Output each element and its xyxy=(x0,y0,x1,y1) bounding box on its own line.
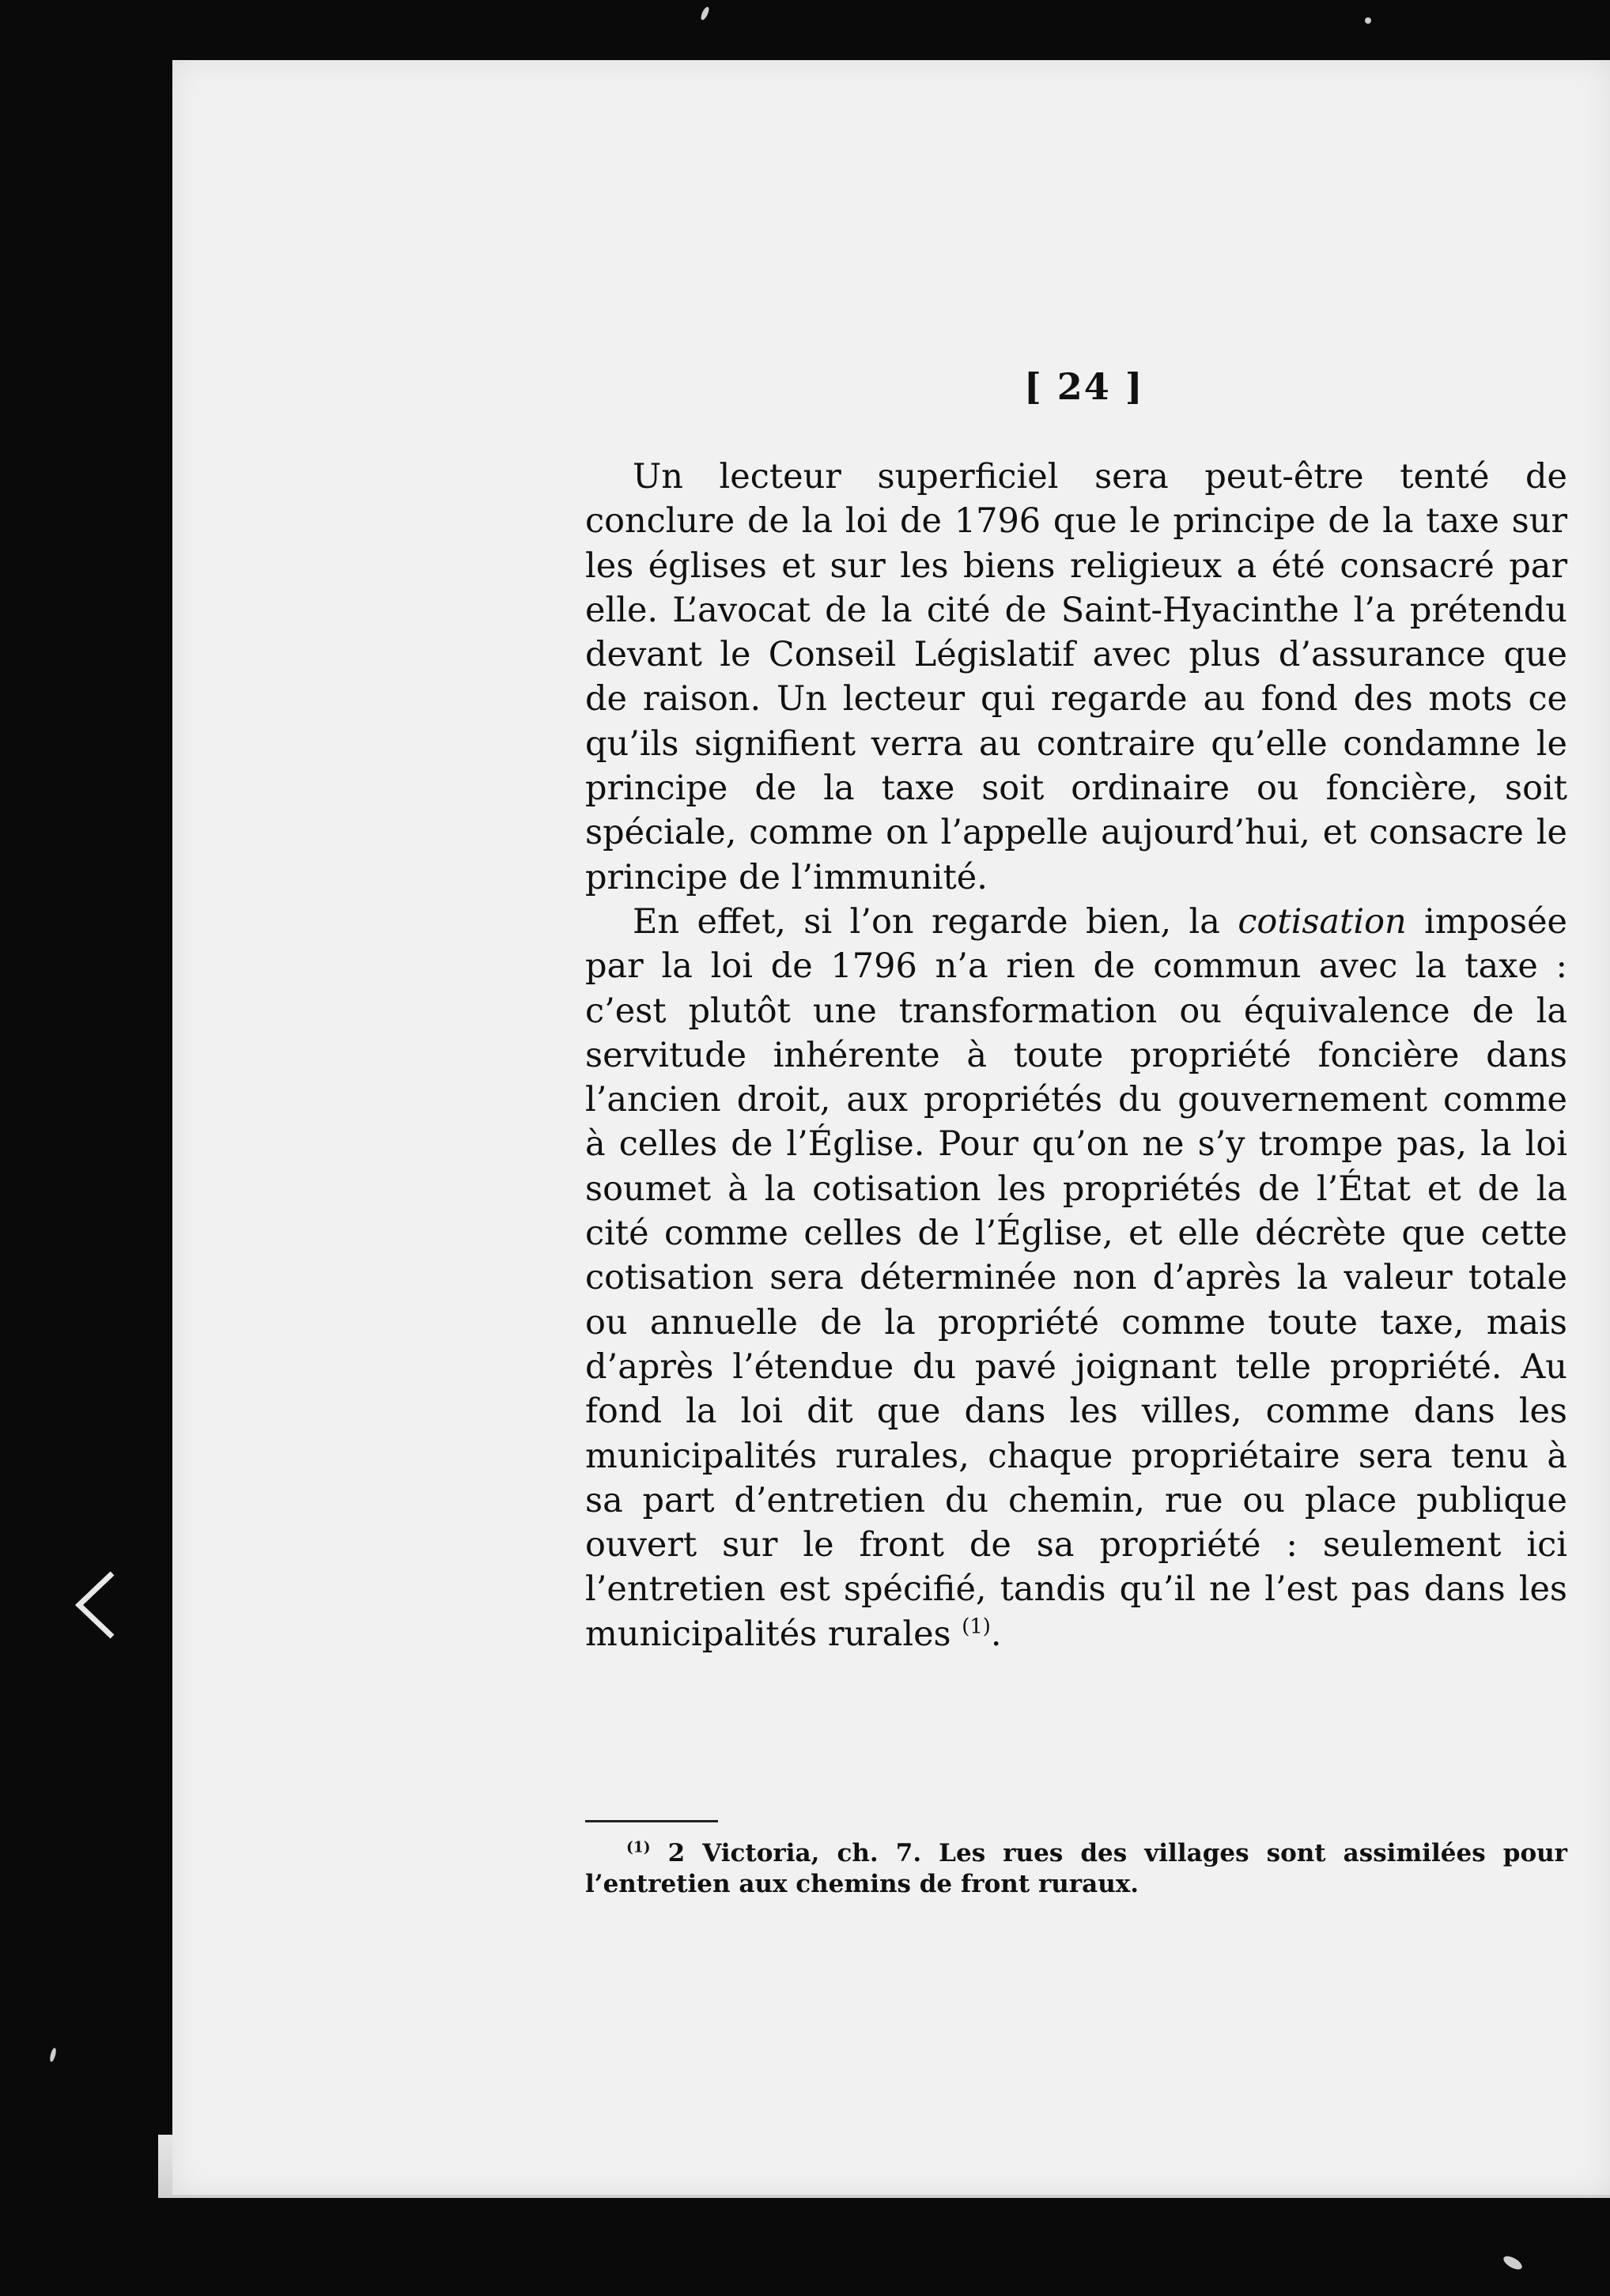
body-text xyxy=(585,455,1567,1656)
paragraph-2-start: En effet, si l’on regarde bien, la xyxy=(633,901,1238,942)
scan-speck xyxy=(1365,17,1371,24)
footnote-separator xyxy=(585,1820,718,1822)
footnote xyxy=(585,1838,1567,1900)
footnote-reference: (1) xyxy=(962,1614,991,1639)
paragraph-2-body: imposée par la loi de 1796 n’a rien de commun avec la taxe : c’est plutôt une transformation ou équivalence de la servitude inhérente à toute propriété foncière dans l’ancien droit, aux propriétés du gouvernement comme à celles de l’Église. Pour qu’on ne s’y trompe pas, la loi soumet à la cotisation les propriétés de l’État et de la cité comme celles de l’Église, et elle décrète que cette cotisation sera déterminée non d’après la valeur totale ou annuelle de la propriété comme toute taxe, mais d’après l’étendue du pavé joignant telle propriété. Au fond la loi dit que dans les villes, comme dans les municipalités rurales, chaque propriétaire sera tenu à sa part d’entretien du chemin, rue ou place publique ouvert sur le front de sa propriété : seulement ici l’entretien est spécifié, tandis qu’il ne l’est pas dans les municipalités rurales xyxy=(585,901,1567,1654)
scan-speck xyxy=(700,6,711,21)
paragraph-1: Un lecteur superficiel sera peut-être tenté de conclure de la loi de 1796 que le principe de la taxe sur les églises et sur les biens religieux a été consacré par elle. L’avocat de la cité de Saint-Hyacinthe l’a prétendu devant le Conseil Législatif avec plus d’assurance que de raison. Un lecteur qui regarde au fond des mots ce qu’ils signifient verra au contraire qu’elle condamne le principe de la taxe soit ordinaire ou foncière, soit spéciale, comme on l’appelle aujourd’hui, et consacre le principe de l’immunité. xyxy=(585,457,1567,897)
page-number: [ 24 ] xyxy=(1024,365,1144,408)
footnote-text: 2 Victoria, ch. 7. Les rues des villages sont assimilées pour l’entretien aux chemins de front ruraux. xyxy=(585,1839,1567,1898)
chevron-left-icon xyxy=(73,1569,120,1641)
paragraph-2 xyxy=(585,900,1567,1656)
footnote-marker: (1) xyxy=(626,1839,651,1856)
scan-speck xyxy=(1502,2253,1525,2271)
italic-term: cotisation xyxy=(1238,901,1407,942)
scan-speck xyxy=(49,2048,57,2063)
paragraph-2-end: . xyxy=(990,1614,1002,1654)
